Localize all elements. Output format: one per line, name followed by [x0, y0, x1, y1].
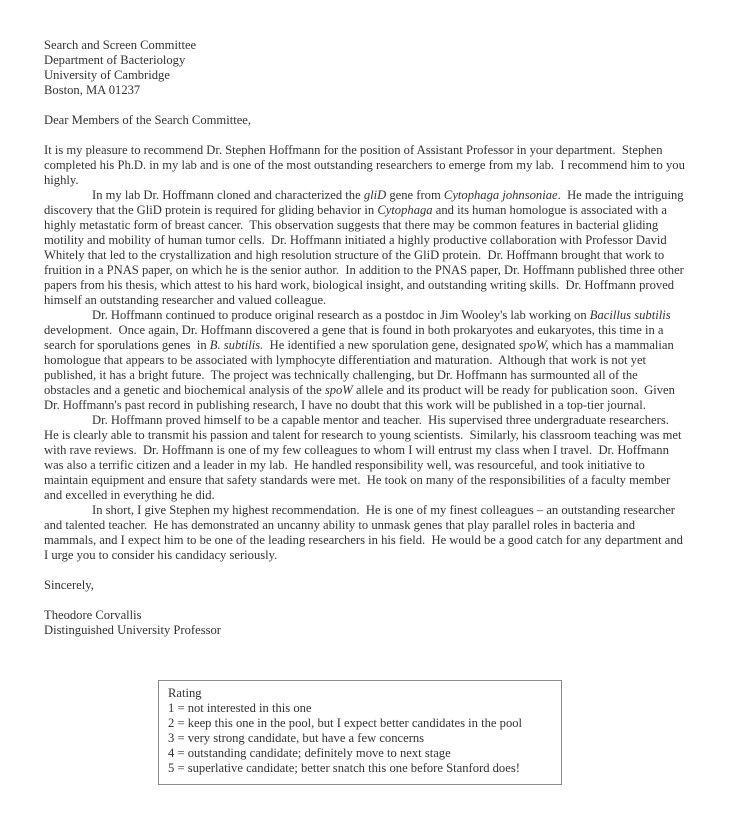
letter-paragraph: [44, 503, 734, 563]
paragraph-line: motility and mobility of human tumor cells. Dr. Hoffmann initiated a highly productive collaboration with Professor David: [44, 233, 667, 247]
italic-term: Bacillus subtilis: [589, 308, 671, 322]
paragraph-line: Dr. Hoffmann's past record in publishing research, I have no doubt that this work will be published in a top-tier journal.: [44, 398, 646, 412]
rating-item-4: 4 = outstanding candidate; definitely move to next stage: [168, 746, 451, 760]
italic-term: spoW,: [518, 338, 549, 352]
closing: Sincerely,: [44, 578, 94, 592]
letter-paragraph: [44, 143, 734, 188]
paragraph-line: Whitely that led to the crystallization and high resolution structure of the GliD protein. Dr. Hoffmann brought that work to: [44, 248, 665, 262]
paragraph-line: published, it has a bright future. The project was technically challenging, but Dr. Hoffmann has surmounted all of the: [44, 368, 638, 382]
paragraph-line: development. Once again, Dr. Hoffmann discovered a gene that is found in both prokaryotes and eukaryotes, this time in a: [44, 323, 664, 337]
italic-term: Cytophaga johnsoniae: [443, 188, 558, 202]
paragraph-line: with rave reviews. Dr. Hoffmann is one of my few colleagues to whom I will entrust my class when I travel. Dr. Hoffmann: [44, 443, 669, 457]
italic-term: gliD: [363, 188, 387, 202]
paragraph-line: papers from his thesis, which attest to his hard work, biological insight, and outstanding writing skills. Dr. Hoffmann proved: [44, 278, 675, 292]
rating-item-1: 1 = not interested in this one: [168, 701, 312, 715]
letter-body: [44, 143, 734, 563]
paragraph-line: highly.: [44, 173, 79, 187]
paragraph-line: maintain equipment and ensure that safety standards were met. He took on many of the responsibilities of a faculty member: [44, 473, 671, 487]
paragraph-line: In my lab Dr. Hoffmann cloned and characterized the gliD gene from Cytophaga johnsoniae. He made the intriguing: [92, 188, 684, 202]
paragraph-line: It is my pleasure to recommend Dr. Stephen Hoffmann for the position of Assistant Professor in your department. Stephen: [44, 143, 663, 157]
paragraph-line: In short, I give Stephen my highest recommendation. He is one of my finest colleagues – an outstanding researcher: [92, 503, 676, 517]
rating-legend-box: [158, 680, 562, 785]
italic-term: spoW: [324, 383, 353, 397]
signature-block: [44, 608, 734, 638]
paragraph-line: Dr. Hoffmann proved himself to be a capable mentor and teacher. His supervised three undergraduate researchers.: [92, 413, 669, 427]
letter-paragraph: [44, 188, 734, 308]
paragraph-line: fruition in a PNAS paper, on which he is the senior author. In addition to the PNAS paper, Dr. Hoffmann published three other: [44, 263, 684, 277]
paragraph-line: completed his Ph.D. in my lab and is one of the most outstanding researchers to emerge from my lab. I recommend him to you: [44, 158, 685, 172]
address-line: University of Cambridge: [44, 68, 170, 82]
salutation: Dear Members of the Search Committee,: [44, 113, 252, 127]
rating-item-3: 3 = very strong candidate, but have a few concerns: [168, 731, 425, 745]
rating-title: Rating: [168, 686, 202, 700]
paragraph-line: He is clearly able to transmit his passion and talent for research to young scientists. Similarly, his classroom teaching was met: [44, 428, 682, 442]
signer-name: Theodore Corvallis: [44, 608, 142, 622]
letter-paragraph: [44, 413, 734, 503]
letter-paragraph: [44, 308, 734, 413]
paragraph-line: obstacles and a genetic and biochemical analysis of the spoW allele and its product will be ready for publication soon. Given: [44, 383, 675, 397]
rating-item-5: 5 = superlative candidate; better snatch this one before Stanford does!: [168, 761, 520, 775]
paragraph-line: Dr. Hoffmann continued to produce original research as a postdoc in Jim Wooley's lab working on Bacillus subtilis: [92, 308, 671, 322]
paragraph-line: search for sporulations genes in B. subtilis. He identified a new sporulation gene, designated spoW, which has a mammalian: [44, 338, 674, 352]
italic-term: Cytophaga: [377, 203, 433, 217]
signer-title: Distinguished University Professor: [44, 623, 222, 637]
paragraph-line: I urge you to consider his candidacy seriously.: [44, 548, 278, 562]
paragraph-line: discovery that the GliD protein is required for gliding behavior in Cytophaga and its human homologue is associated with a: [44, 203, 667, 217]
paragraph-line: himself an outstanding researcher and valued colleague.: [44, 293, 327, 307]
rating-item-2: 2 = keep this one in the pool, but I expect better candidates in the pool: [168, 716, 523, 730]
paragraph-line: homologue that appears to be associated with lymphocyte differentiation and maturation. Although that work is not yet: [44, 353, 647, 367]
paragraph-line: mammals, and I expect him to be one of the leading researchers in his field. He would be a good catch for any department and: [44, 533, 683, 547]
address-line: Boston, MA 01237: [44, 83, 141, 97]
paragraph-line: was also a terrific citizen and a leader in my lab. He handled responsibility well, was resourceful, and took initiative to: [44, 458, 645, 472]
address-line: Department of Bacteriology: [44, 53, 186, 67]
paragraph-line: and excelled in everything he did.: [44, 488, 215, 502]
paragraph-line: highly metastatic form of breast cancer. This observation suggests that there may be common features in bacterial gliding: [44, 218, 659, 232]
italic-term: B. subtilis.: [209, 338, 264, 352]
paragraph-line: and talented teacher. He has demonstrated an uncanny ability to unmask genes that play parallel roles in bacteria and: [44, 518, 635, 532]
recipient-address: [44, 38, 734, 98]
address-line: Search and Screen Committee: [44, 38, 197, 52]
recommendation-letter: [44, 38, 734, 638]
